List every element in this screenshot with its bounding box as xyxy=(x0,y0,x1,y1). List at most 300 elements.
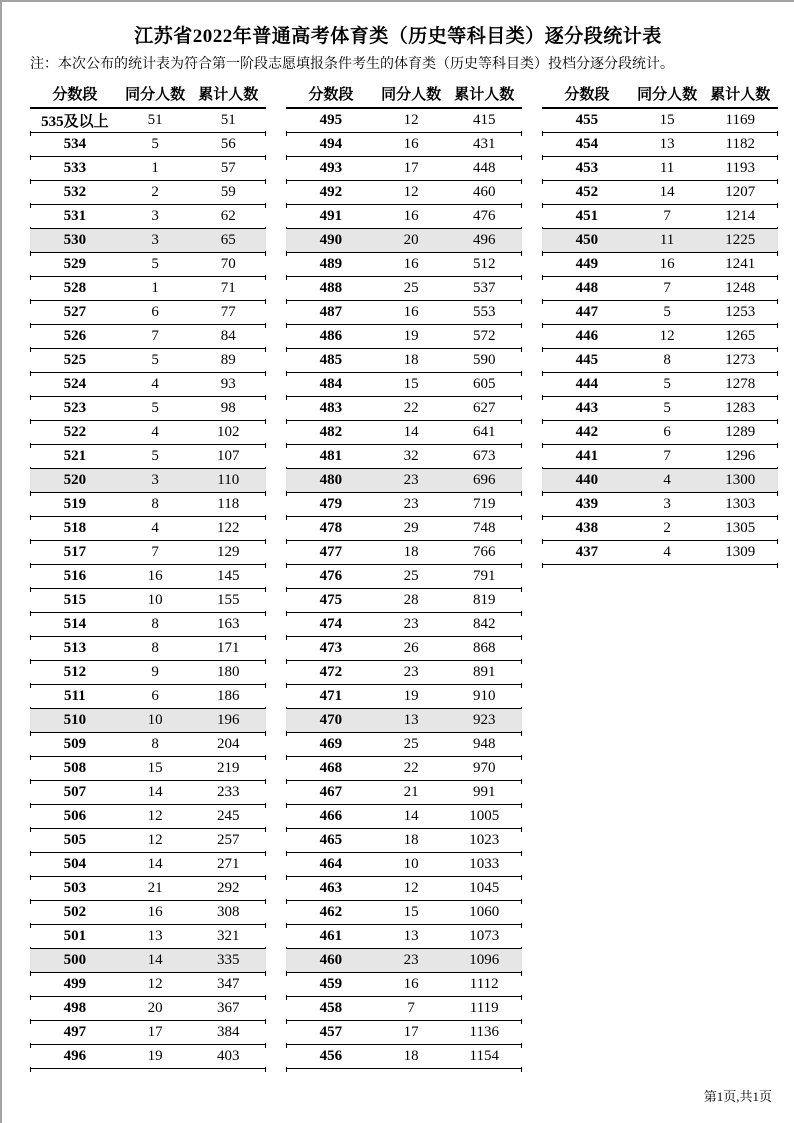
table-row xyxy=(286,997,522,1021)
table-row xyxy=(30,301,266,325)
cumulative-cell: 1300 xyxy=(725,472,756,488)
count-cell: 13 xyxy=(403,712,419,728)
count-cell: 15 xyxy=(403,904,419,920)
table-row xyxy=(30,949,266,973)
count-cell: 5 xyxy=(151,352,159,368)
count-cell: 7 xyxy=(663,280,671,296)
count-cell: 19 xyxy=(403,328,419,344)
score-table xyxy=(30,83,266,1069)
score-cell: 502 xyxy=(63,904,87,920)
score-table xyxy=(542,83,778,1069)
cumulative-cell: 110 xyxy=(217,472,240,488)
score-cell: 450 xyxy=(575,232,599,248)
score-cell: 498 xyxy=(63,1000,87,1016)
cumulative-cell: 819 xyxy=(472,592,496,608)
score-cell: 451 xyxy=(575,208,599,224)
count-cell: 7 xyxy=(407,1000,415,1016)
score-cell: 487 xyxy=(319,304,343,320)
count-cell: 10 xyxy=(147,592,163,608)
table-row xyxy=(30,469,266,493)
table-row xyxy=(30,661,266,685)
column-header: 分数段 xyxy=(52,87,98,103)
cumulative-cell: 1278 xyxy=(725,376,756,392)
count-cell: 12 xyxy=(147,976,163,992)
count-cell: 21 xyxy=(403,784,419,800)
count-cell: 6 xyxy=(663,424,671,440)
cumulative-cell: 1182 xyxy=(725,136,755,152)
table-row xyxy=(30,925,266,949)
count-cell: 3 xyxy=(151,208,159,224)
table-row xyxy=(30,781,266,805)
count-cell: 3 xyxy=(151,232,159,248)
cumulative-cell: 155 xyxy=(216,592,240,608)
score-cell: 529 xyxy=(63,256,87,272)
table-row xyxy=(542,109,778,133)
table-row xyxy=(30,421,266,445)
cumulative-cell: 1045 xyxy=(469,880,500,896)
count-cell: 14 xyxy=(147,784,163,800)
table-row xyxy=(286,637,522,661)
count-cell: 2 xyxy=(663,520,671,536)
score-cell: 491 xyxy=(319,208,343,224)
score-cell: 447 xyxy=(575,304,599,320)
count-cell: 10 xyxy=(147,712,163,728)
tables-container xyxy=(30,83,794,1069)
cumulative-cell: 970 xyxy=(472,760,496,776)
cumulative-cell: 1193 xyxy=(725,160,755,176)
count-cell: 25 xyxy=(403,280,419,296)
count-cell: 2 xyxy=(151,184,159,200)
score-cell: 525 xyxy=(63,352,87,368)
table-row xyxy=(542,349,778,373)
table-row xyxy=(30,349,266,373)
cumulative-cell: 59 xyxy=(220,184,236,200)
score-cell: 456 xyxy=(319,1048,343,1064)
score-cell: 519 xyxy=(63,496,87,512)
cumulative-cell: 1033 xyxy=(469,856,500,872)
count-cell: 1 xyxy=(151,160,159,176)
count-cell: 12 xyxy=(659,328,675,344)
table-row xyxy=(30,973,266,997)
cumulative-cell: 1060 xyxy=(469,904,500,920)
table-row xyxy=(286,253,522,277)
table-row xyxy=(30,517,266,541)
cumulative-cell: 98 xyxy=(220,400,236,416)
table-row xyxy=(30,325,266,349)
cumulative-cell: 335 xyxy=(216,952,240,968)
table-row xyxy=(286,613,522,637)
score-cell: 474 xyxy=(319,616,343,632)
table-row xyxy=(542,517,778,541)
cumulative-cell: 77 xyxy=(220,304,236,320)
count-cell: 12 xyxy=(403,112,419,128)
score-cell: 526 xyxy=(63,328,87,344)
cumulative-cell: 448 xyxy=(472,160,496,176)
cumulative-cell: 384 xyxy=(216,1024,240,1040)
score-cell: 469 xyxy=(319,736,343,752)
cumulative-cell: 65 xyxy=(220,232,236,248)
table-row xyxy=(542,325,778,349)
count-cell: 20 xyxy=(147,1000,163,1016)
score-cell: 464 xyxy=(319,856,343,872)
score-cell: 442 xyxy=(575,424,599,440)
page-title: 江苏省2022年普通高考体育类（历史等科目类）逐分段统计表 xyxy=(134,26,662,47)
count-cell: 32 xyxy=(403,448,419,464)
score-cell: 503 xyxy=(63,880,87,896)
score-cell: 518 xyxy=(63,520,87,536)
cumulative-cell: 84 xyxy=(220,328,236,344)
count-cell: 19 xyxy=(147,1048,163,1064)
cumulative-cell: 62 xyxy=(220,208,236,224)
score-cell: 459 xyxy=(319,976,343,992)
count-cell: 21 xyxy=(147,880,163,896)
cumulative-cell: 1241 xyxy=(725,256,756,272)
table-row xyxy=(30,397,266,421)
table-row xyxy=(30,565,266,589)
column-header: 分数段 xyxy=(564,87,610,103)
page-footer: 第1页,共1页 xyxy=(703,1089,772,1104)
count-cell: 12 xyxy=(147,808,163,824)
count-cell: 13 xyxy=(403,928,419,944)
cumulative-cell: 627 xyxy=(472,400,496,416)
score-cell: 497 xyxy=(63,1024,87,1040)
cumulative-cell: 476 xyxy=(472,208,496,224)
cumulative-cell: 512 xyxy=(472,256,496,272)
count-cell: 5 xyxy=(663,400,671,416)
cumulative-cell: 605 xyxy=(472,376,496,392)
cumulative-cell: 868 xyxy=(472,640,496,656)
count-cell: 16 xyxy=(403,208,419,224)
table-row xyxy=(30,277,266,301)
table-row xyxy=(30,133,266,157)
table-row xyxy=(30,757,266,781)
score-cell: 481 xyxy=(319,448,343,464)
count-cell: 25 xyxy=(403,568,419,584)
count-cell: 28 xyxy=(403,592,419,608)
cumulative-cell: 1248 xyxy=(725,280,756,296)
table-row xyxy=(286,925,522,949)
score-cell: 441 xyxy=(575,448,599,464)
cumulative-cell: 1207 xyxy=(725,184,756,200)
count-cell: 13 xyxy=(147,928,163,944)
score-cell: 457 xyxy=(319,1024,343,1040)
count-cell: 12 xyxy=(403,184,419,200)
cumulative-cell: 923 xyxy=(472,712,496,728)
count-cell: 11 xyxy=(659,160,675,176)
score-cell: 443 xyxy=(575,400,599,416)
cumulative-cell: 590 xyxy=(472,352,496,368)
table-row xyxy=(30,877,266,901)
table-row xyxy=(30,373,266,397)
table-row xyxy=(30,589,266,613)
table-row xyxy=(542,445,778,469)
count-cell: 18 xyxy=(403,544,419,560)
score-cell: 461 xyxy=(319,928,343,944)
cumulative-cell: 233 xyxy=(216,784,240,800)
table-row xyxy=(286,1045,522,1069)
table-row xyxy=(542,133,778,157)
cumulative-cell: 321 xyxy=(216,928,240,944)
score-cell: 489 xyxy=(319,256,343,272)
cumulative-cell: 1305 xyxy=(725,520,756,536)
score-cell: 458 xyxy=(319,1000,343,1016)
cumulative-cell: 415 xyxy=(472,112,496,128)
count-cell: 15 xyxy=(147,760,163,776)
table-row xyxy=(286,421,522,445)
cumulative-cell: 537 xyxy=(472,280,496,296)
score-cell: 494 xyxy=(319,136,343,152)
table-row xyxy=(286,373,522,397)
cumulative-cell: 1154 xyxy=(469,1048,499,1064)
count-cell: 5 xyxy=(151,448,159,464)
score-cell: 437 xyxy=(575,544,599,560)
score-cell: 534 xyxy=(63,136,87,152)
score-cell: 508 xyxy=(63,760,87,776)
column-header: 累计人数 xyxy=(454,87,515,103)
table-row xyxy=(286,445,522,469)
score-cell: 485 xyxy=(319,352,343,368)
cumulative-cell: 696 xyxy=(472,472,496,488)
cumulative-cell: 122 xyxy=(216,520,240,536)
cumulative-cell: 496 xyxy=(472,232,496,248)
table-row xyxy=(286,901,522,925)
table-row xyxy=(286,685,522,709)
count-cell: 14 xyxy=(403,424,419,440)
count-cell: 8 xyxy=(151,736,159,752)
cumulative-cell: 553 xyxy=(472,304,496,320)
score-cell: 523 xyxy=(63,400,87,416)
score-cell: 521 xyxy=(63,448,87,464)
score-cell: 460 xyxy=(319,952,343,968)
cumulative-cell: 186 xyxy=(216,688,240,704)
cumulative-cell: 1289 xyxy=(725,424,756,440)
score-cell: 486 xyxy=(319,328,343,344)
table-row xyxy=(30,733,266,757)
table-row xyxy=(542,421,778,445)
table-row xyxy=(30,805,266,829)
cumulative-cell: 1119 xyxy=(469,1000,499,1016)
count-cell: 14 xyxy=(403,808,419,824)
score-cell: 492 xyxy=(319,184,343,200)
count-cell: 1 xyxy=(151,280,159,296)
table-row xyxy=(30,637,266,661)
table-row xyxy=(286,277,522,301)
table-row xyxy=(30,685,266,709)
cumulative-cell: 129 xyxy=(216,544,240,560)
score-cell: 452 xyxy=(575,184,599,200)
table-row xyxy=(542,397,778,421)
cumulative-cell: 257 xyxy=(216,832,240,848)
score-cell: 501 xyxy=(63,928,87,944)
score-cell: 524 xyxy=(63,376,87,392)
table-header xyxy=(30,83,266,109)
count-cell: 18 xyxy=(403,832,419,848)
cumulative-cell: 292 xyxy=(216,880,240,896)
cumulative-cell: 1169 xyxy=(725,112,755,128)
score-cell: 528 xyxy=(63,280,87,296)
table-row xyxy=(542,493,778,517)
count-cell: 5 xyxy=(151,256,159,272)
table-row xyxy=(286,181,522,205)
score-cell: 505 xyxy=(63,832,87,848)
table-row xyxy=(286,541,522,565)
table-row xyxy=(286,493,522,517)
table-row xyxy=(542,229,778,253)
count-cell: 4 xyxy=(151,424,159,440)
score-cell: 490 xyxy=(319,232,343,248)
count-cell: 16 xyxy=(403,136,419,152)
table-row xyxy=(542,181,778,205)
table-row xyxy=(286,517,522,541)
score-cell: 516 xyxy=(63,568,87,584)
cumulative-cell: 431 xyxy=(472,136,496,152)
cumulative-cell: 748 xyxy=(472,520,496,536)
score-cell: 466 xyxy=(319,808,343,824)
score-cell: 495 xyxy=(319,112,343,128)
score-cell: 454 xyxy=(575,136,599,152)
score-cell: 473 xyxy=(319,640,343,656)
score-cell: 514 xyxy=(63,616,87,632)
score-cell: 515 xyxy=(63,592,87,608)
cumulative-cell: 57 xyxy=(220,160,236,176)
score-cell: 472 xyxy=(319,664,343,680)
cumulative-cell: 1265 xyxy=(725,328,756,344)
count-cell: 23 xyxy=(403,664,419,680)
table-row xyxy=(30,901,266,925)
count-cell: 16 xyxy=(403,256,419,272)
score-cell: 496 xyxy=(63,1048,87,1064)
table-row xyxy=(286,109,522,133)
count-cell: 5 xyxy=(151,136,159,152)
cumulative-cell: 71 xyxy=(220,280,236,296)
score-cell: 462 xyxy=(319,904,343,920)
table-row xyxy=(286,949,522,973)
table-row xyxy=(30,613,266,637)
table-row xyxy=(286,229,522,253)
cumulative-cell: 308 xyxy=(216,904,240,920)
score-cell: 470 xyxy=(319,712,343,728)
score-cell: 499 xyxy=(63,976,87,992)
table-row xyxy=(286,301,522,325)
score-cell: 439 xyxy=(575,496,599,512)
score-cell: 511 xyxy=(63,688,86,704)
column-header: 累计人数 xyxy=(198,87,259,103)
score-table xyxy=(286,83,522,1069)
cumulative-cell: 460 xyxy=(472,184,496,200)
table-row xyxy=(286,853,522,877)
score-cell: 478 xyxy=(319,520,343,536)
score-cell: 531 xyxy=(63,208,87,224)
score-cell: 479 xyxy=(319,496,343,512)
count-cell: 3 xyxy=(151,472,159,488)
count-cell: 15 xyxy=(659,112,675,128)
cumulative-cell: 1273 xyxy=(725,352,756,368)
table-row xyxy=(542,469,778,493)
score-cell: 482 xyxy=(319,424,343,440)
score-cell: 453 xyxy=(575,160,599,176)
table-row xyxy=(30,253,266,277)
cumulative-cell: 118 xyxy=(217,496,240,512)
table-row xyxy=(30,157,266,181)
count-cell: 8 xyxy=(663,352,671,368)
table-row xyxy=(286,877,522,901)
table-row xyxy=(286,1021,522,1045)
cumulative-cell: 1214 xyxy=(725,208,756,224)
count-cell: 14 xyxy=(147,856,163,872)
table-row xyxy=(286,397,522,421)
column-header: 同分人数 xyxy=(125,87,186,103)
cumulative-cell: 204 xyxy=(216,736,240,752)
score-cell: 449 xyxy=(575,256,599,272)
table-row xyxy=(286,565,522,589)
count-cell: 22 xyxy=(403,760,419,776)
count-cell: 8 xyxy=(151,616,159,632)
cumulative-cell: 991 xyxy=(472,784,496,800)
table-row xyxy=(286,781,522,805)
table-row xyxy=(30,445,266,469)
count-cell: 16 xyxy=(403,304,419,320)
score-cell: 530 xyxy=(63,232,87,248)
column-header: 同分人数 xyxy=(381,87,442,103)
score-cell: 506 xyxy=(63,808,87,824)
count-cell: 9 xyxy=(151,664,159,680)
count-cell: 3 xyxy=(663,496,671,512)
count-cell: 4 xyxy=(663,472,671,488)
count-cell: 11 xyxy=(659,232,675,248)
score-cell: 475 xyxy=(319,592,343,608)
count-cell: 26 xyxy=(403,640,419,656)
count-cell: 5 xyxy=(663,304,671,320)
count-cell: 7 xyxy=(151,544,159,560)
count-cell: 7 xyxy=(151,328,159,344)
cumulative-cell: 1112 xyxy=(469,976,499,992)
count-cell: 12 xyxy=(147,832,163,848)
cumulative-cell: 1283 xyxy=(725,400,756,416)
score-cell: 513 xyxy=(63,640,87,656)
table-row xyxy=(30,541,266,565)
score-cell: 533 xyxy=(63,160,87,176)
score-cell: 445 xyxy=(575,352,599,368)
cumulative-cell: 93 xyxy=(220,376,236,392)
count-cell: 6 xyxy=(151,304,159,320)
table-row xyxy=(286,757,522,781)
cumulative-cell: 791 xyxy=(472,568,496,584)
table-row xyxy=(542,301,778,325)
column-header: 同分人数 xyxy=(637,87,698,103)
table-row xyxy=(30,109,266,133)
count-cell: 18 xyxy=(403,1048,419,1064)
table-header xyxy=(286,83,522,109)
table-row xyxy=(286,157,522,181)
table-row xyxy=(286,325,522,349)
cumulative-cell: 842 xyxy=(472,616,496,632)
score-cell: 527 xyxy=(63,304,87,320)
count-cell: 25 xyxy=(403,736,419,752)
score-cell: 480 xyxy=(319,472,343,488)
table-row xyxy=(30,1045,266,1069)
table-row xyxy=(286,805,522,829)
score-cell: 484 xyxy=(319,376,343,392)
count-cell: 17 xyxy=(403,160,419,176)
count-cell: 19 xyxy=(403,688,419,704)
count-cell: 51 xyxy=(147,112,163,128)
score-cell: 448 xyxy=(575,280,599,296)
score-cell: 504 xyxy=(63,856,87,872)
cumulative-cell: 1225 xyxy=(725,232,756,248)
cumulative-cell: 70 xyxy=(220,256,236,272)
cumulative-cell: 403 xyxy=(216,1048,240,1064)
cumulative-cell: 102 xyxy=(216,424,240,440)
